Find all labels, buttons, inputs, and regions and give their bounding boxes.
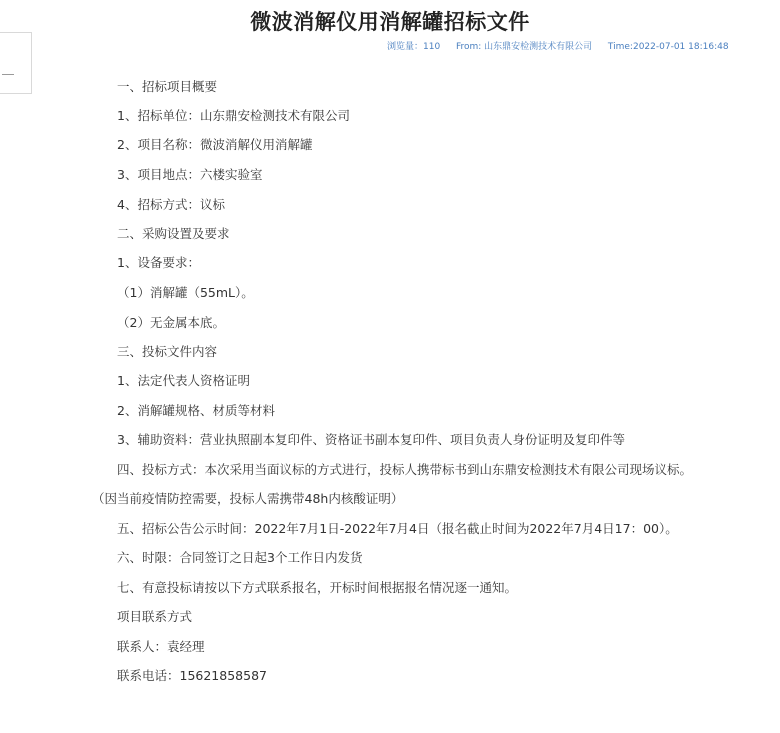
paragraph: 三、投标文件内容 (117, 344, 218, 359)
paragraph: 六、时限：合同签订之日起3个工作日内发货 (117, 550, 363, 565)
views-label: 浏览量： (387, 42, 424, 52)
paragraph: 2、项目名称：微波消解仪用消解罐 (117, 137, 313, 152)
paragraph: 联系人：袁经理 (117, 639, 205, 654)
paragraph: 二、采购设置及要求 (117, 226, 230, 241)
paragraph: 3、项目地点：六楼实验室 (117, 167, 263, 182)
paragraph: 3、辅助资料：营业执照副本复印件、资格证书副本复印件、项目负责人身份证明及复印件等 (117, 432, 625, 447)
collapse-icon[interactable] (2, 74, 14, 75)
page-title: 微波消解仪用消解罐招标文件 (250, 10, 530, 34)
paragraph: （2）无金属本底。 (117, 315, 225, 330)
paragraph: 联系电话：15621858587 (117, 668, 267, 683)
paragraph: 项目联系方式 (117, 609, 193, 624)
paragraph: 七、有意投标请按以下方式联系报名，开标时间根据报名情况逐一通知。 (117, 580, 518, 595)
paragraph: 1、法定代表人资格证明 (117, 373, 250, 388)
article-meta (387, 41, 729, 53)
paragraph: （1）消解罐（55mL）。 (117, 285, 254, 300)
paragraph: 五、招标公告公示时间：2022年7月1日-2022年7月4日（报名截止时间为2022年7月4日17：00）。 (117, 521, 678, 536)
paragraph: 2、消解罐规格、材质等材料 (117, 403, 275, 418)
side-float-panel[interactable] (0, 32, 32, 94)
views-count: 110 (423, 42, 441, 52)
paragraph: 4、招标方式：议标 (117, 197, 225, 212)
paragraph: 四、投标方式：本次采用当面议标的方式进行，投标人携带标书到山东鼎安检测技术有限公司现场议标。（因当前疫情防控需要，投标人需携带48h内核酸证明） (92, 462, 693, 506)
source-from: From: 山东鼎安检测技术有限公司 (455, 42, 593, 52)
paragraph: 一、招标项目概要 (117, 79, 218, 94)
publish-time: Time:2022-07-01 18:16:48 (607, 42, 729, 52)
paragraph: 1、招标单位：山东鼎安检测技术有限公司 (117, 108, 350, 123)
paragraph: 1、设备要求： (117, 255, 200, 270)
